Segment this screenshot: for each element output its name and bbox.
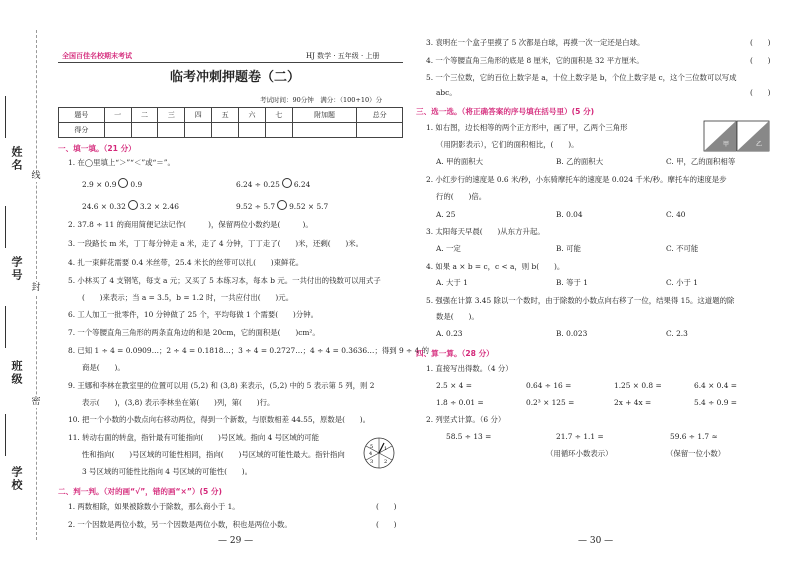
section-2-heading: 二、判一判。（对的画“√”，错的画“×”）(5 分) [58,487,222,496]
score-cell[interactable] [158,123,185,138]
q6-text: 6. 工人加工一批零件，10 分钟做了 25 个，平均每做 1 个需要( )分钟。 [68,310,318,319]
score-head-1: 一 [104,108,131,123]
j4-text: 4. 一个等腰直角三角形的底是 8 厘米，它的面积是 32 平方厘米。 [426,56,644,65]
c2-option-b[interactable]: B. 0.04 [556,210,583,219]
c3-option-a[interactable]: A. 一定 [436,244,461,253]
j2-answer-paren[interactable]: ( ) [376,520,397,529]
k1-item: 2.5 × 4 = [436,381,472,390]
score-head-6: 六 [239,108,266,123]
q11-text-line2: 性和指向( )号区域的可能性相同，指向( )号区域的可能性最大。指针指向 [82,450,345,459]
k1-item: 5.4 ÷ 0.9 = [694,398,737,407]
k2-item: 21.7 ÷ 1.1 = [556,432,604,441]
score-table [58,107,403,138]
j5-text-line1: 5. 一个三位数，它的百位上数字是 a，十位上数字是 b，个位上数字是 c，这个三位数可以写成 [426,73,737,82]
score-cell[interactable] [357,123,403,138]
k2-note: （用循环小数表示） [546,449,613,458]
page-number-right: — 30 — [578,536,614,546]
q2-text: 2. 37.8 ÷ 11 的商用简便记法记作( )，保留两位小数约是( )。 [68,220,313,229]
id-line [5,206,6,248]
blank-circle[interactable] [118,178,128,188]
c1-text-line2: （用阴影表示），它们的面积相比，( )。 [436,140,579,149]
c4-option-a[interactable]: A. 大于 1 [436,278,468,287]
spinner-label-4: 4 [369,451,373,457]
c4-option-b[interactable]: B. 等于 1 [556,278,588,287]
q3-text: 3. 一段路长 m 米，丁丁每分钟走 a 米，走了 4 分钟，丁丁走了( )米，还剩( )米。 [68,239,364,248]
spinner-icon [362,436,396,470]
q11-text-line3: 3 号区域的可能性比指向 4 号区域的可能性( )。 [82,467,253,476]
q7-text: 7. 一个等腰直角三角形的两条直角边的和是 20cm，它的面积是( )cm²。 [68,328,320,337]
q8-text-line1: 8. 已知 1 ÷ 4 = 0.0909…；2 ÷ 4 = 0.1818…；3 ÷ 4 = 0.2727…；4 ÷ 4 = 0.3636…；得到 9 ÷ 4 的 [68,346,430,355]
score-cell[interactable] [265,123,292,138]
c1-text-line1: 1. 如右图，边长相等的两个正方形中，画了甲，乙两个三角形 [426,123,628,132]
school-label: 学校 [10,466,23,492]
exam-time-info: 考试时间：90分钟 满分：（100+10）分 [260,96,383,104]
k1-item: 1.25 × 0.8 = [614,381,662,390]
section-1-heading: 一、填一填。（21 分） [58,144,136,153]
score-head-0: 题号 [59,108,105,123]
blank-circle[interactable] [277,200,287,210]
score-cell[interactable] [292,123,357,138]
j3-text: 3. 袁明在一个盒子里摸了 5 次都是白球，再摸一次一定还是白球。 [426,38,645,47]
class-label: 班级 [10,360,23,386]
k2-item: 58.5 ÷ 13 = [446,432,492,441]
blank-circle[interactable] [128,200,138,210]
q9-text-line1: 9. 王娜和李林在教室里的位置可以用 (5,2) 和 (3,8) 来表示，(5,2) 中的 5 表示第 5 列，则 2 [68,381,375,390]
c4-option-c[interactable]: C. 小于 1 [666,278,698,287]
k2-item: 59.6 ÷ 1.7 ≈ [670,432,718,441]
score-cell[interactable] [212,123,239,138]
c5-option-c[interactable]: C. 2.3 [666,329,688,338]
c5-text-line1: 5. 强强在计算 3.45 除以一个数时，由于除数的小数点向右移了一位，结果得 15。这道题的除 [426,296,735,305]
q4-text: 4. 扎一束鲜花需要 0.4 米丝带，25.4 米长的丝带可以扎( )束鲜花。 [68,258,304,267]
k1-text: 1. 直接写出得数。（4 分） [426,364,513,373]
score-head-5: 五 [212,108,239,123]
q9-text-line2: 表示( )，(3,8) 表示李林坐在第( )列，第( )行。 [82,398,275,407]
j5-answer-paren[interactable]: ( ) [750,88,771,97]
score-head-3: 三 [158,108,185,123]
q10-text: 10. 把一个小数的小数点向右移动两位，得到一个新数，与原数相差 44.55，原数是( )。 [68,415,371,424]
header-rule [58,62,403,63]
q1-text: 1. 在◯里填上“＞”“＜”或“＝”。 [68,158,175,167]
k1-item: 6.4 × 0.4 = [694,381,737,390]
c1-option-b[interactable]: B. 乙的面积大 [556,157,604,166]
fig-label-jia: 甲 [723,141,730,148]
seal-line-mark: 线 [31,171,41,181]
school-line [5,414,6,456]
score-head-9: 总分 [357,108,403,123]
k1-item: 0.2³ × 125 = [526,398,575,407]
score-cell[interactable] [104,123,131,138]
name-label: 姓名 [10,146,23,172]
seal-secret-mark: 密 [31,397,41,407]
score-cell[interactable] [185,123,212,138]
c2-text-line1: 2. 小红步行的速度是 0.6 米/秒，小东骑摩托车的速度是 0.024 千米/秒。摩托车的速度是步 [426,175,727,184]
section-3-heading: 三、选一选。（将正确答案的序号填在括号里）(5 分) [416,107,595,116]
q11-text-line1: 11. 转动右面的转盘，指针最有可能指向( )号区域。指向 4 号区域的可能 [68,433,319,442]
c5-option-b[interactable]: B. 0.023 [556,329,588,338]
q8-text-line2: 商是( )。 [82,363,125,372]
score-row-label: 得分 [59,123,105,138]
score-cell[interactable] [239,123,266,138]
j5-text-line2: abc。 [436,88,457,97]
brand-text: 全国百佳名校期末考试 [62,51,132,60]
q1-item-b: 6.24 ÷ 0.25 6.24 [236,180,311,189]
score-head-4: 四 [185,108,212,123]
score-head-8: 附加题 [292,108,357,123]
seal-seal-mark: 封 [31,283,41,293]
k1-item: 1.8 ÷ 0.01 = [436,398,484,407]
j2-text: 2. 一个因数是两位小数，另一个因数是两位小数，积也是两位小数。 [68,520,292,529]
c1-option-c[interactable]: C. 甲，乙的面积相等 [666,157,736,166]
student-id-label: 学号 [10,256,23,282]
section-4-heading: 四、算一算。（28 分） [416,349,494,358]
c2-text-line2: 行的( )倍。 [436,192,487,201]
c5-text-line2: 数是( )。 [436,312,479,321]
spinner-label-1: 1 [384,446,388,452]
k1-item: 2x + 4x = [614,398,652,407]
score-head-7: 七 [265,108,292,123]
c3-option-c[interactable]: C. 不可能 [666,244,699,253]
fig-label-yi: 乙 [756,141,763,148]
c2-option-a[interactable]: A. 25 [436,210,456,219]
triangles-figure [703,120,771,152]
k1-item: 0.64 ÷ 16 = [526,381,572,390]
c5-option-a[interactable]: A. 0.23 [436,329,463,338]
q1-item-d: 9.52 ÷ 5.7 9.52 × 5.7 [236,202,329,211]
c2-option-c[interactable]: C. 40 [666,210,686,219]
spinner-label-3: 3 [370,459,374,465]
page-number-left: — 29 — [218,536,254,546]
c3-option-b[interactable]: B. 可能 [556,244,581,253]
q1-item-a: 2.9 × 0.9 0.9 [82,180,143,189]
blank-circle[interactable] [282,178,292,188]
k2-text: 2. 列竖式计算。（6 分） [426,415,506,424]
score-head-2: 二 [131,108,158,123]
j1-answer-paren[interactable]: ( ) [376,502,397,511]
q5-text-line2: ( )来表示；当 a = 3.5，b = 1.2 时，一共应付出( )元。 [82,293,294,302]
name-line [5,96,6,138]
spinner-label-2: 2 [384,459,388,465]
c1-option-a[interactable]: A. 甲的面积大 [436,157,483,166]
j1-text: 1. 两数相除，如果被除数小于除数，那么商小于 1。 [68,502,240,511]
k2-note: （保留一位小数） [666,449,726,458]
page-title: 临考冲刺押题卷（二） [170,70,301,85]
binding-strip [0,0,48,564]
q1-item-c: 24.6 × 0.32 3.2 × 2.46 [82,202,179,211]
spinner-label-5: 5 [370,444,374,450]
c4-text: 4. 如果 a × b = c，c < a，则 b( )。 [426,262,565,271]
score-cell[interactable] [131,123,158,138]
series-text: HJ 数学 · 五年级 · 上册 [306,52,380,60]
c3-text: 3. 太阳每天早晨( )从东方升起。 [426,227,545,236]
q5-text-line1: 5. 小林买了 4 支钢笔，每支 a 元；又买了 5 本练习本，每本 b 元。一共付出的钱数可以用式子 [68,276,381,285]
class-line [5,306,6,348]
j3-answer-paren[interactable]: ( ) [750,38,771,47]
j4-answer-paren[interactable]: ( ) [750,56,771,65]
